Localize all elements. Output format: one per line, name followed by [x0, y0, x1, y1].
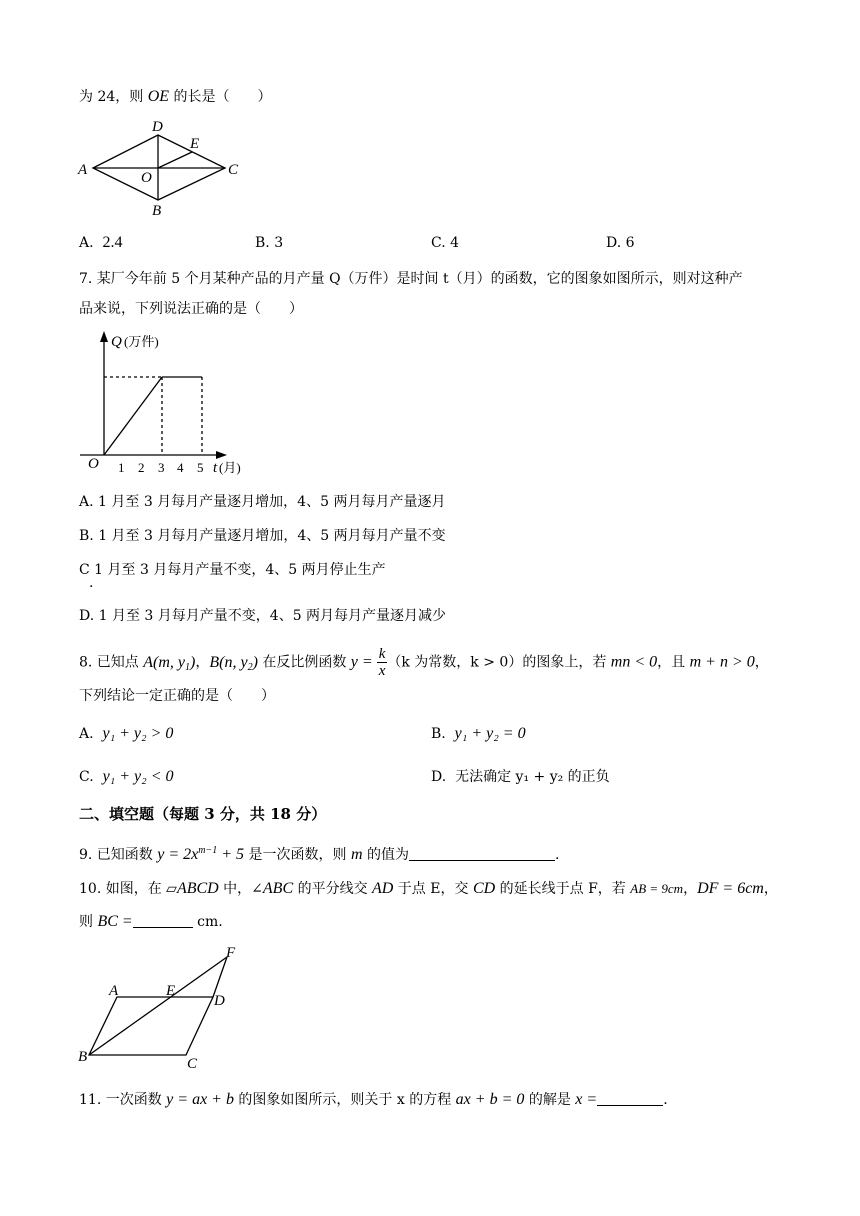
q7-option-c-dot: . [89, 575, 94, 591]
q6-oe: OE [147, 88, 170, 105]
q8-point-b: B(n, $y_2$) [209, 653, 258, 673]
q7-option-d: D. 1 月至 3 月每月产量不变，4、5 两月每月产量逐月减少 [79, 608, 447, 624]
q7-x-unit: (月) [219, 460, 241, 475]
q8-stem-line1: 8. 已知点 A(m, $y_1$)，B(n, $y_2$) 在反比例函数 y = $\frac{k}{x}$ （k 为常数，k > 0）的图象上，若 mn < 0，且 m + n > 0， [79, 646, 769, 679]
q7-option-c: C 1 月至 3 月每月产量不变，4、5 两月停止生产 [79, 562, 386, 578]
q7-option-b: B. 1 月至 3 月每月产量逐月增加，4、5 两月每月产量不变 [79, 528, 446, 544]
q7-stem-line1: 7. 某厂今年前 5 个月某种产品的月产量 Q（万件）是时间 t（月）的函数，它的图象如图所示，则对这种产 [79, 271, 743, 287]
section-heading: 二、填空题（每题 3 分，共 18 分） [79, 805, 327, 823]
q7-x-label: t [213, 460, 218, 476]
label-C: C [187, 1056, 198, 1072]
label-A: A [109, 983, 119, 999]
q7-tick-5: 5 [197, 460, 204, 475]
label-E: E [166, 983, 176, 999]
q9-stem: 9. 已知函数 $y = 2x^{m-1} + 5$ 是一次函数，则 m 的值为 . [79, 845, 560, 863]
q8-option-b: B. y₁ + y₂ = 0 [431, 725, 526, 742]
q6-option-b: B. 3 [255, 235, 284, 251]
q7-tick-2: 2 [138, 460, 145, 475]
q7-option-a: A. 1 月至 3 月每月产量逐月增加，4、5 两月每月产量逐月 [79, 494, 446, 510]
q7-tick-3: 3 [158, 460, 165, 475]
q7-y-label: Q [111, 334, 122, 350]
q6-option-a: A. 2.4 [79, 234, 123, 251]
q7-origin: O [88, 456, 99, 472]
q6-tail-end: 的长是（ ） [169, 89, 272, 105]
q8-option-a: A. y₁ + y₂ > 0 [79, 725, 174, 742]
parallelogram-outline [89, 997, 213, 1055]
q6-option-c: C. 4 [431, 235, 460, 251]
q7-tick-1: 1 [118, 460, 125, 475]
q11-answer-blank[interactable] [597, 1091, 663, 1106]
q6-option-d: D. 6 [606, 235, 635, 251]
q8-stem-line2: 下列结论一定正确的是（ ） [79, 688, 275, 704]
label-F: F [226, 945, 236, 961]
q8-option-c: C. y₁ + y₂ < 0 [79, 768, 174, 785]
q10-stem-line2: 则 BC = cm. [79, 913, 223, 930]
q8-fraction: $\frac{k}{x}$ [378, 646, 386, 679]
label-E: E [190, 136, 200, 152]
q8-option-d: D. 无法确定 y₁ + y₂ 的正负 [431, 769, 610, 785]
q7-y-unit: (万件) [124, 334, 159, 349]
label-B: B [152, 203, 162, 219]
bisector-bf [89, 957, 227, 1055]
q7-tick-4: 4 [177, 460, 184, 475]
q7-stem-line2: 品来说，下列说法正确的是（ ） [79, 301, 303, 317]
q11-stem: 11. 一次函数 y = ax + b 的图象如图所示，则关于 x 的方程 ax + b = 0 的解是 x = . [79, 1091, 668, 1108]
q10-stem-line1: 10. 如图，在 ▱ABCD 中，∠ABC 的平分线交 AD 于点 E，交 CD 的延长线于点 F，若 AB = 9cm，DF = 6cm， [79, 880, 778, 897]
label-D: D [152, 119, 163, 135]
label-B: B [78, 1049, 88, 1065]
label-D: D [214, 993, 225, 1009]
label-O: O [141, 170, 152, 186]
label-C: C [228, 162, 239, 178]
q6-tail-text: 为 24，则 [79, 89, 148, 105]
q8-point-a: A(m, $y_1$) [143, 653, 196, 673]
cd-extension [213, 957, 227, 997]
label-A: A [78, 162, 88, 178]
